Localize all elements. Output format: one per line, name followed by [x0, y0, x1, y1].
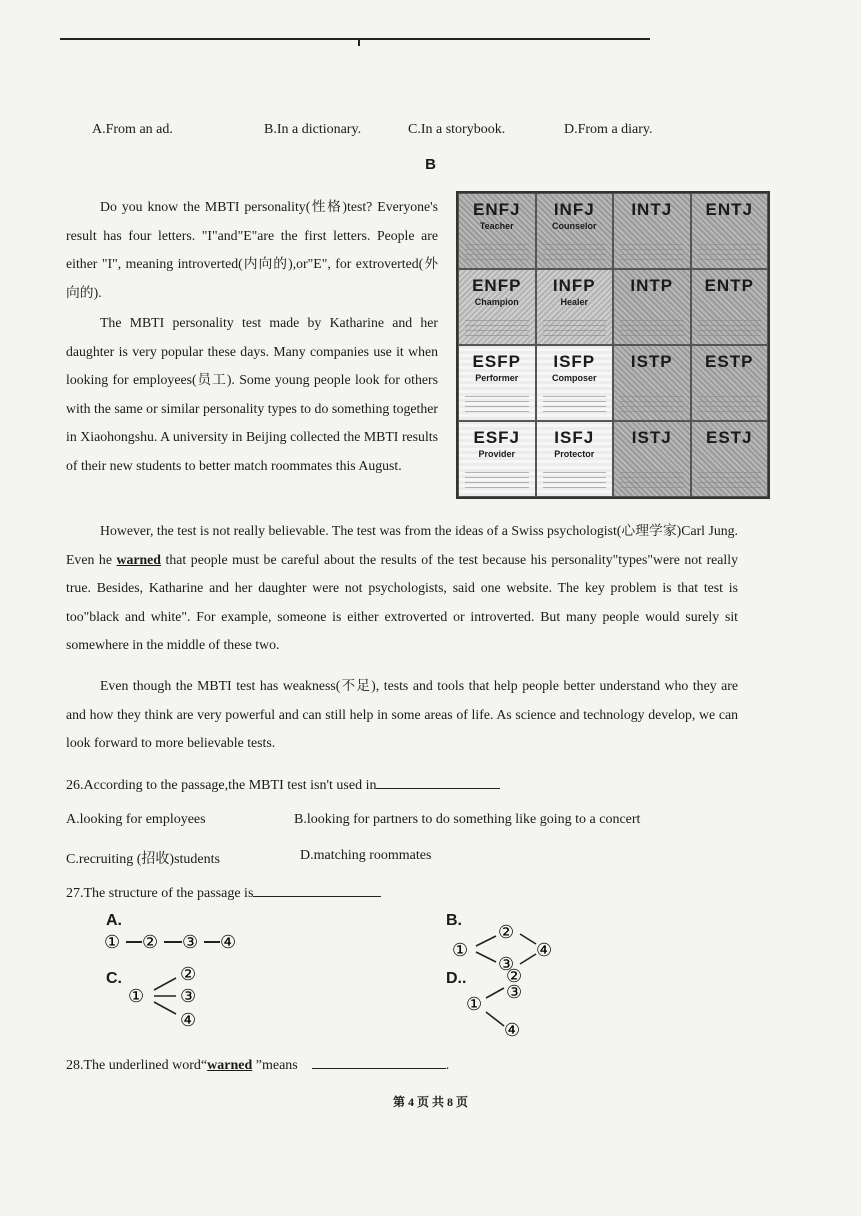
circle-4: ④ — [220, 932, 237, 953]
mbti-cell-entj — [691, 193, 769, 269]
mbti-description-lines — [698, 392, 762, 412]
connector-line — [476, 936, 496, 946]
circle-2: ② — [498, 922, 515, 943]
mbti-cell-isfp — [536, 345, 614, 421]
circle-1: ① — [104, 932, 121, 953]
mbti-role: Composer — [551, 373, 597, 383]
mbti-description-lines — [465, 316, 529, 336]
question-28-stem-b: ”means — [252, 1058, 298, 1073]
mbti-code: ENFJ — [473, 200, 521, 219]
question-28 — [66, 1056, 449, 1074]
circle-1: ① — [452, 940, 469, 961]
connector-line — [154, 1002, 176, 1014]
mbti-description-lines — [698, 316, 762, 336]
paragraph-1-text: Do you know the MBTI personality(性格)test? Everyone's result has four letters. "I"and"E"are the first letters. People are either "I", meaning introverted(内向的),or"E", for extroverted(外向的). — [66, 199, 438, 300]
mbti-code: ESFP — [472, 352, 521, 371]
q27-diagram-d[interactable] — [462, 962, 542, 1042]
circle-3: ③ — [506, 982, 523, 1003]
mbti-description-lines — [465, 468, 529, 488]
prev-option-b: B.In a dictionary. — [264, 122, 362, 137]
mbti-description-lines — [543, 392, 607, 412]
q27-option-d-label[interactable]: D.. — [446, 970, 467, 987]
mbti-code: ENTP — [704, 276, 754, 295]
connector-line — [486, 1012, 504, 1026]
mbti-personality-grid — [456, 191, 770, 499]
circle-2: ② — [180, 964, 197, 985]
circle-4: ④ — [504, 1020, 521, 1041]
mbti-cell-estj — [691, 421, 769, 497]
paragraph-2-text: The MBTI personality test made by Katharine and her daughter is very popular these days. Many companies use it when looking for employees(员工). Some young people look for others with the same or similar personality types to do something together in Xiaohongshu. A university in Beijing collected the MBTI results of their new students to better match roommates this August. — [66, 315, 438, 473]
mbti-code: ESTP — [705, 352, 754, 371]
mbti-cell-esfp — [458, 345, 536, 421]
mbti-description-lines — [543, 468, 607, 488]
circle-3: ③ — [180, 986, 197, 1007]
q27-option-b-label[interactable]: B. — [446, 912, 462, 929]
paragraph-1 — [66, 193, 438, 307]
answer-blank[interactable] — [253, 884, 381, 897]
q26-option-d[interactable]: D.matching roommates — [300, 848, 432, 863]
paragraph-3-text-b: that people must be careful about the results of the test because his personality"types"were not really true. Besides, Katharine and her daughter were not psychologists, said one website. The key problem is that test is too"black and white". For example, someone is either extroverted or introverted. But many people would surely sit somewhere in the middle of these two. — [66, 551, 738, 653]
mbti-cell-intp — [613, 269, 691, 345]
circle-3: ③ — [182, 932, 199, 953]
prev-option-a: A.From an ad. — [92, 122, 173, 137]
mbti-cell-isfj — [536, 421, 614, 497]
period: . — [445, 1058, 450, 1073]
mbti-cell-intj — [613, 193, 691, 269]
mbti-code: ENTJ — [705, 200, 753, 219]
paragraph-3 — [66, 517, 738, 660]
mbti-description-lines — [465, 240, 529, 260]
mbti-code: INFJ — [553, 200, 595, 219]
mbti-code: ISFJ — [554, 428, 595, 447]
section-label: B — [425, 156, 436, 173]
connector-line — [520, 934, 536, 944]
mbti-description-lines — [620, 316, 684, 336]
paragraph-4-text: Even though the MBTI test has weakness(不足), tests and tools that help people better understand who they are and how they think are very powerful and can still help in some areas of life. As science and technology develop, we can look forward to more believable tests. — [66, 678, 738, 751]
mbti-description-lines — [543, 240, 607, 260]
answer-blank[interactable] — [312, 1056, 446, 1069]
circle-4: ④ — [180, 1010, 197, 1031]
q27-diagram-a[interactable] — [100, 926, 250, 956]
mbti-code: ISFP — [553, 352, 596, 371]
mbti-code: ISTJ — [631, 428, 672, 447]
page-footer: 第 4 页 共 8 页 — [392, 1095, 468, 1109]
mbti-description-lines — [465, 392, 529, 412]
mbti-role: Champion — [474, 297, 519, 307]
q26-option-c[interactable]: C.recruiting (招收)students — [66, 852, 220, 867]
mbti-cell-istj — [613, 421, 691, 497]
mbti-code: INTP — [630, 276, 674, 295]
connector-line — [486, 988, 504, 998]
circle-2: ② — [506, 966, 523, 987]
question-27-stem: 27.The structure of the passage is — [66, 886, 254, 901]
mbti-code: ESTJ — [705, 428, 753, 447]
connector-line — [476, 952, 496, 962]
circle-1: ① — [128, 986, 145, 1007]
header-rule-tick — [358, 38, 360, 46]
mbti-cell-enfp — [458, 269, 536, 345]
question-26 — [66, 776, 500, 794]
mbti-cell-enfj — [458, 193, 536, 269]
mbti-role: Provider — [478, 449, 515, 459]
circle-2: ② — [142, 932, 159, 953]
mbti-role: Counselor — [551, 221, 597, 231]
mbti-description-lines — [698, 468, 762, 488]
underlined-word-warned: warned — [116, 551, 161, 567]
mbti-role: Healer — [560, 297, 589, 307]
q27-option-c-label[interactable]: C. — [106, 970, 122, 987]
circle-1: ① — [466, 994, 483, 1015]
mbti-cell-entp — [691, 269, 769, 345]
mbti-code: ESFJ — [473, 428, 521, 447]
mbti-cell-estp — [691, 345, 769, 421]
mbti-description-lines — [698, 240, 762, 260]
answer-blank[interactable] — [376, 776, 500, 789]
paragraph-3-text-a: However, the test is not really believable. The test was from the ideas of a Swiss psychologist(心理学家)Carl Jung. Even he — [66, 523, 738, 567]
mbti-description-lines — [620, 392, 684, 412]
question-27 — [66, 884, 381, 902]
paragraph-2 — [66, 309, 438, 481]
question-28-stem-a: 28.The underlined word“ — [66, 1058, 208, 1073]
underlined-word-warned-q28: warned — [207, 1058, 253, 1073]
circle-4: ④ — [536, 940, 553, 961]
q26-option-a[interactable]: A.looking for employees — [66, 812, 206, 827]
connector-line — [154, 978, 176, 990]
prev-option-d: D.From a diary. — [564, 122, 653, 137]
mbti-cell-esfj — [458, 421, 536, 497]
mbti-cell-istp — [613, 345, 691, 421]
q27-option-a-label[interactable]: A. — [106, 912, 122, 929]
header-rule — [60, 38, 650, 40]
mbti-description-lines — [620, 240, 684, 260]
q26-option-b[interactable]: B.looking for partners to do something like going to a concert — [294, 812, 641, 827]
mbti-cell-infj — [536, 193, 614, 269]
mbti-cell-infp — [536, 269, 614, 345]
mbti-code: ENFP — [472, 276, 522, 295]
mbti-code: ISTP — [630, 352, 673, 371]
mbti-role: Performer — [475, 373, 519, 383]
prev-option-c: C.In a storybook. — [408, 122, 506, 137]
question-26-stem: 26.According to the passage,the MBTI test isn't used in — [66, 778, 377, 793]
mbti-role: Protector — [554, 449, 595, 459]
mbti-code: INFP — [552, 276, 596, 295]
circle-3: ③ — [498, 954, 515, 975]
paragraph-4 — [66, 672, 738, 758]
q27-diagram-c[interactable] — [126, 958, 216, 1034]
mbti-code: INTJ — [631, 200, 673, 219]
mbti-description-lines — [543, 316, 607, 336]
mbti-role: Teacher — [479, 221, 514, 231]
mbti-description-lines — [620, 468, 684, 488]
